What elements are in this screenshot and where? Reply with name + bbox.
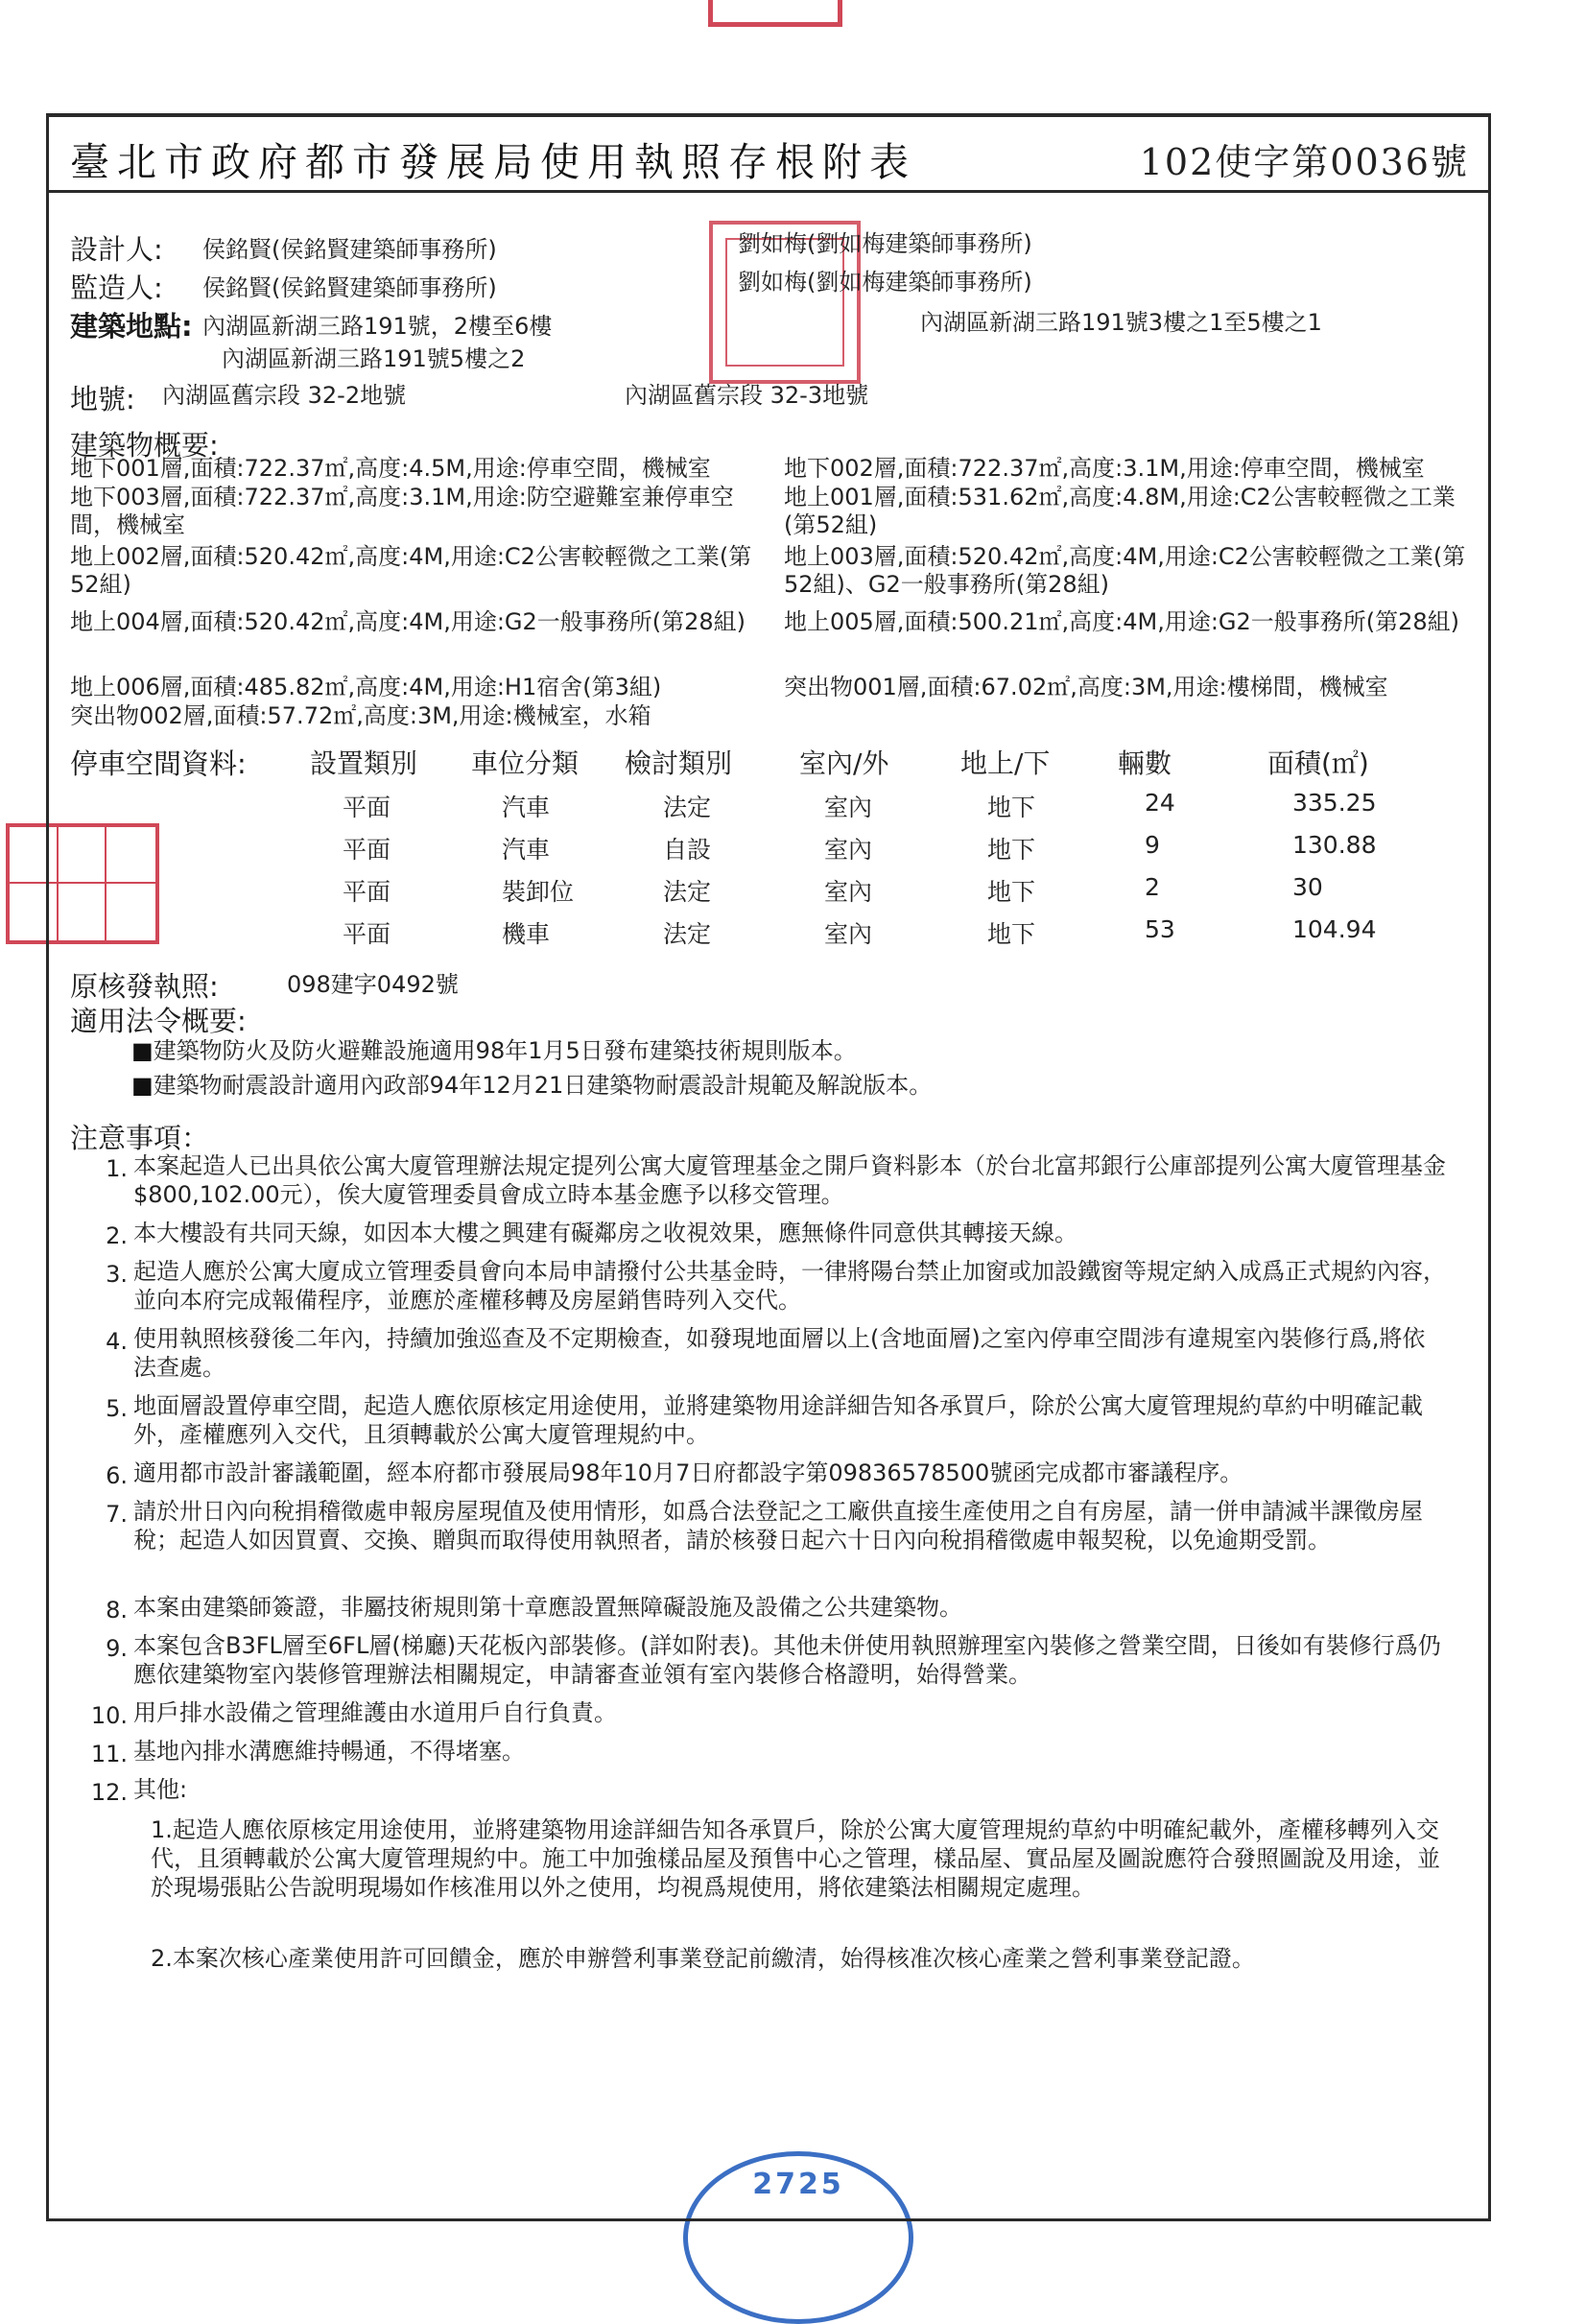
- seal-number: 2725: [752, 2168, 844, 2201]
- parking-cell: 裝卸位: [502, 878, 575, 906]
- square-bullet-icon: ■: [131, 1072, 154, 1099]
- parking-header-level: 地上/下: [960, 747, 1051, 779]
- notes-label: 注意事項：: [70, 1122, 210, 1154]
- parking-cell: 130.88: [1292, 831, 1377, 859]
- overview-right-2: 地上001層,面積:531.62㎡,高度:4.8M,用途:C2公害較輕微之工業(第52組): [784, 484, 1456, 538]
- supervisor-value-1: 侯銘賢(侯銘賢建築師事務所): [202, 274, 497, 301]
- note-number: 10.: [90, 1702, 128, 1729]
- parking-cell: 53: [1145, 915, 1175, 943]
- parking-cell: 地下: [987, 794, 1036, 821]
- parking-cell: 室內: [824, 920, 873, 948]
- form-frame: [46, 113, 1491, 2221]
- note-number: 12.: [90, 1779, 128, 1806]
- regulation-item: [131, 1071, 932, 1100]
- title-row: [49, 117, 1488, 193]
- parking-cell: 法定: [663, 794, 712, 821]
- square-bullet-icon: ■: [131, 1037, 154, 1064]
- lot-value-1: 內湖區舊宗段 32-2地號: [162, 382, 407, 409]
- overview-label: 建築物概要:: [70, 429, 219, 462]
- designer-value-1: 侯銘賢(侯銘賢建築師事務所): [202, 236, 497, 263]
- parking-header-indoor: 室內/外: [799, 747, 889, 779]
- overview-right-1: 地下002層,面積:722.37㎡,高度:3.1M,用途:停車空間，機械室: [784, 455, 1425, 482]
- overview-right-5: 突出物001層,面積:67.02㎡,高度:3M,用途:樓梯間，機械室: [784, 674, 1388, 700]
- note-number: 1.: [106, 1155, 128, 1182]
- note-text: 本案包含B3FL層至6FL層(梯廳)天花板內部裝修。(詳如附表)。其他未併使用執照辦理室內裝修之營業空間，日後如有裝修行爲仍應依建築物室內裝修管理辦法相關規定，申請審查並領有室內裝修合格證明，始得營業。: [133, 1632, 1441, 1688]
- site-label: 建築地點:: [70, 310, 193, 343]
- supervisor-value-2: 劉如梅(劉如梅建築師事務所): [738, 269, 1032, 296]
- note-number: 2.: [106, 1222, 128, 1249]
- parking-cell: 法定: [663, 878, 712, 906]
- note-number: 9.: [106, 1635, 128, 1662]
- parking-cell: 地下: [987, 920, 1036, 948]
- parking-cell: 平面: [343, 836, 391, 864]
- note-number: 8.: [106, 1597, 128, 1624]
- supervisor-label: 監造人:: [70, 272, 163, 304]
- parking-cell: 30: [1292, 873, 1323, 901]
- parking-label: 停車空間資料:: [70, 747, 247, 780]
- regulation-text: 建築物耐震設計適用內政部94年12月21日建築物耐震設計規範及解說版本。: [153, 1072, 933, 1099]
- parking-cell: 2: [1145, 873, 1160, 901]
- permit-number: 102使字第0036號: [1139, 141, 1469, 183]
- note-text: 其他:: [133, 1776, 188, 1803]
- regulation-item: [131, 1036, 857, 1065]
- parking-cell: 平面: [343, 794, 391, 821]
- parking-cell: 平面: [343, 920, 391, 948]
- note-number: 4.: [106, 1328, 128, 1355]
- note-text: 適用都市設計審議範圍，經本府都市發展局98年10月7日府都設字第09836578500號函完成都市審議程序。: [133, 1459, 1243, 1486]
- note-text: 請於卅日內向稅捐稽徵處申報房屋現值及使用情形，如爲合法登記之工廠供直接生產使用之自有房屋，請一併申請減半課徵房屋稅；起造人如因買賣、交換、贈與而取得使用執照者，請於核發日起六十日內向稅捐稽徵處申報契稅，以免逾期受罰。: [133, 1498, 1423, 1553]
- parking-cell: 室內: [824, 794, 873, 821]
- top-red-stamp: [708, 0, 842, 27]
- parking-cell: 24: [1145, 789, 1175, 817]
- original-permit-label: 原核發執照:: [70, 970, 219, 1003]
- parking-cell: 地下: [987, 878, 1036, 906]
- note-text: 本案起造人已出具依公寓大廈管理辦法規定提列公寓大廈管理基金之開戶資料影本（於台北富邦銀行公庫部提列公寓大廈管理基金$800,102.00元），俟大廈管理委員會成立時本基金應予以移交管理。: [133, 1152, 1446, 1208]
- parking-cell: 地下: [987, 836, 1036, 864]
- parking-header-review: 檢討類別: [625, 747, 733, 779]
- note-text: 本案由建築師簽證，非屬技術規則第十章應設置無障礙設施及設備之公共建築物。: [133, 1594, 962, 1621]
- note-number: 6.: [106, 1462, 128, 1489]
- overview-left-1: 地下001層,面積:722.37㎡,高度:4.5M,用途:停車空間，機械室: [70, 455, 711, 482]
- regulation-text: 建築物防火及防火避難設施適用98年1月5日發布建築技術規則版本。: [153, 1037, 857, 1064]
- note-text: 基地內排水溝應維持暢通，不得堵塞。: [133, 1738, 525, 1765]
- note-text: 用戶排水設備之管理維護由水道用戶自行負責。: [133, 1699, 617, 1726]
- overview-left-4: 地上004層,面積:520.42㎡,高度:4M,用途:G2一般事務所(第28組): [70, 608, 746, 635]
- designer-value-2: 劉如梅(劉如梅建築師事務所): [738, 230, 1032, 257]
- note-text: 本大樓設有共同天線，如因本大樓之興建有礙鄰房之收視效果，應無條件同意供其轉接天線。: [133, 1220, 1077, 1246]
- parking-cell: 335.25: [1292, 789, 1377, 817]
- parking-cell: 汽車: [502, 794, 551, 821]
- other-note-1: 1.起造人應依原核定用途使用，並將建築物用途詳細告知各承買戶，除於公寓大廈管理規約草約中明確紀載外，產權移轉列入交代，且須轉載於公寓大廈管理規約中。施工中加強樣品屋及預售中心之管理，樣品屋、實品屋及圖說應符合發照圖說及用途，並於現場張貼公告說明現場如作核准用以外之使用，均視爲規使用，將依建築法相關規定處理。: [151, 1816, 1440, 1901]
- overview-left-2: 地下003層,面積:722.37㎡,高度:3.1M,用途:防空避難室兼停車空間，機械室: [70, 484, 734, 538]
- note-number: 7.: [106, 1501, 128, 1528]
- parking-cell: 自設: [663, 836, 712, 864]
- parking-cell: 機車: [502, 920, 551, 948]
- note-number: 11.: [90, 1741, 128, 1767]
- parking-header-type: 設置類別: [310, 747, 418, 779]
- designer-label: 設計人:: [70, 233, 163, 266]
- site-line-2: 內湖區新湖三路191號5樓之2: [222, 345, 526, 372]
- page-title: 臺北市政府都市發展局使用執照存根附表: [70, 139, 916, 185]
- parking-cell: 平面: [343, 878, 391, 906]
- overview-left-6: 突出物002層,面積:57.72㎡,高度:3M,用途:機械室，水箱: [70, 702, 651, 729]
- overview-left-3: 地上002層,面積:520.42㎡,高度:4M,用途:C2公害較輕微之工業(第52組): [70, 543, 752, 598]
- site-line-1: 內湖區新湖三路191號，2樓至6樓: [202, 313, 553, 340]
- note-number: 3.: [106, 1261, 128, 1288]
- parking-cell: 室內: [824, 878, 873, 906]
- overview-left-5: 地上006層,面積:485.82㎡,高度:4M,用途:H1宿舍(第3組): [70, 674, 662, 700]
- regulations-label: 適用法令概要:: [70, 1005, 247, 1037]
- parking-header-count: 輛數: [1118, 747, 1172, 779]
- other-note-2: 2.本案次核心產業使用許可回饋金，應於申辦營利事業登記前繳清，始得核准次核心產業之營利事業登記證。: [151, 1945, 1255, 1972]
- note-text: 使用執照核發後二年內，持續加強巡查及不定期檢查，如發現地面層以上(含地面層)之室內停車空間涉有違規室內裝修行爲,將依法查處。: [133, 1325, 1426, 1381]
- overview-right-3: 地上003層,面積:520.42㎡,高度:4M,用途:C2公害較輕微之工業(第52組)、G2一般事務所(第28組): [784, 543, 1466, 598]
- parking-cell: 法定: [663, 920, 712, 948]
- note-text: 起造人應於公寓大廈成立管理委員會向本局申請撥付公共基金時，一律將陽台禁止加窗或加設鐵窗等規定納入成爲正式規約內容，並向本府完成報備程序，並應於產權移轉及房屋銷售時列入交代。: [133, 1258, 1446, 1314]
- note-number: 5.: [106, 1395, 128, 1422]
- parking-header-category: 車位分類: [471, 747, 580, 779]
- lot-value-2: 內湖區舊宗段 32-3地號: [625, 382, 869, 409]
- parking-cell: 104.94: [1292, 915, 1377, 943]
- overview-right-4: 地上005層,面積:500.21㎡,高度:4M,用途:G2一般事務所(第28組): [784, 608, 1460, 635]
- site-right: 內湖區新湖三路191號3樓之1至5樓之1: [920, 309, 1322, 336]
- parking-cell: 室內: [824, 836, 873, 864]
- original-permit-value: 098建字0492號: [287, 971, 459, 998]
- parking-header-area: 面積(㎡): [1267, 747, 1369, 779]
- lot-label: 地號:: [70, 383, 135, 415]
- parking-cell: 9: [1145, 831, 1160, 859]
- parking-cell: 汽車: [502, 836, 551, 864]
- note-text: 地面層設置停車空間，起造人應依原核定用途使用，並將建築物用途詳細告知各承買戶，除於公寓大廈管理規約草約中明確記載外，產權應列入交代，且須轉載於公寓大廈管理規約中。: [133, 1392, 1423, 1448]
